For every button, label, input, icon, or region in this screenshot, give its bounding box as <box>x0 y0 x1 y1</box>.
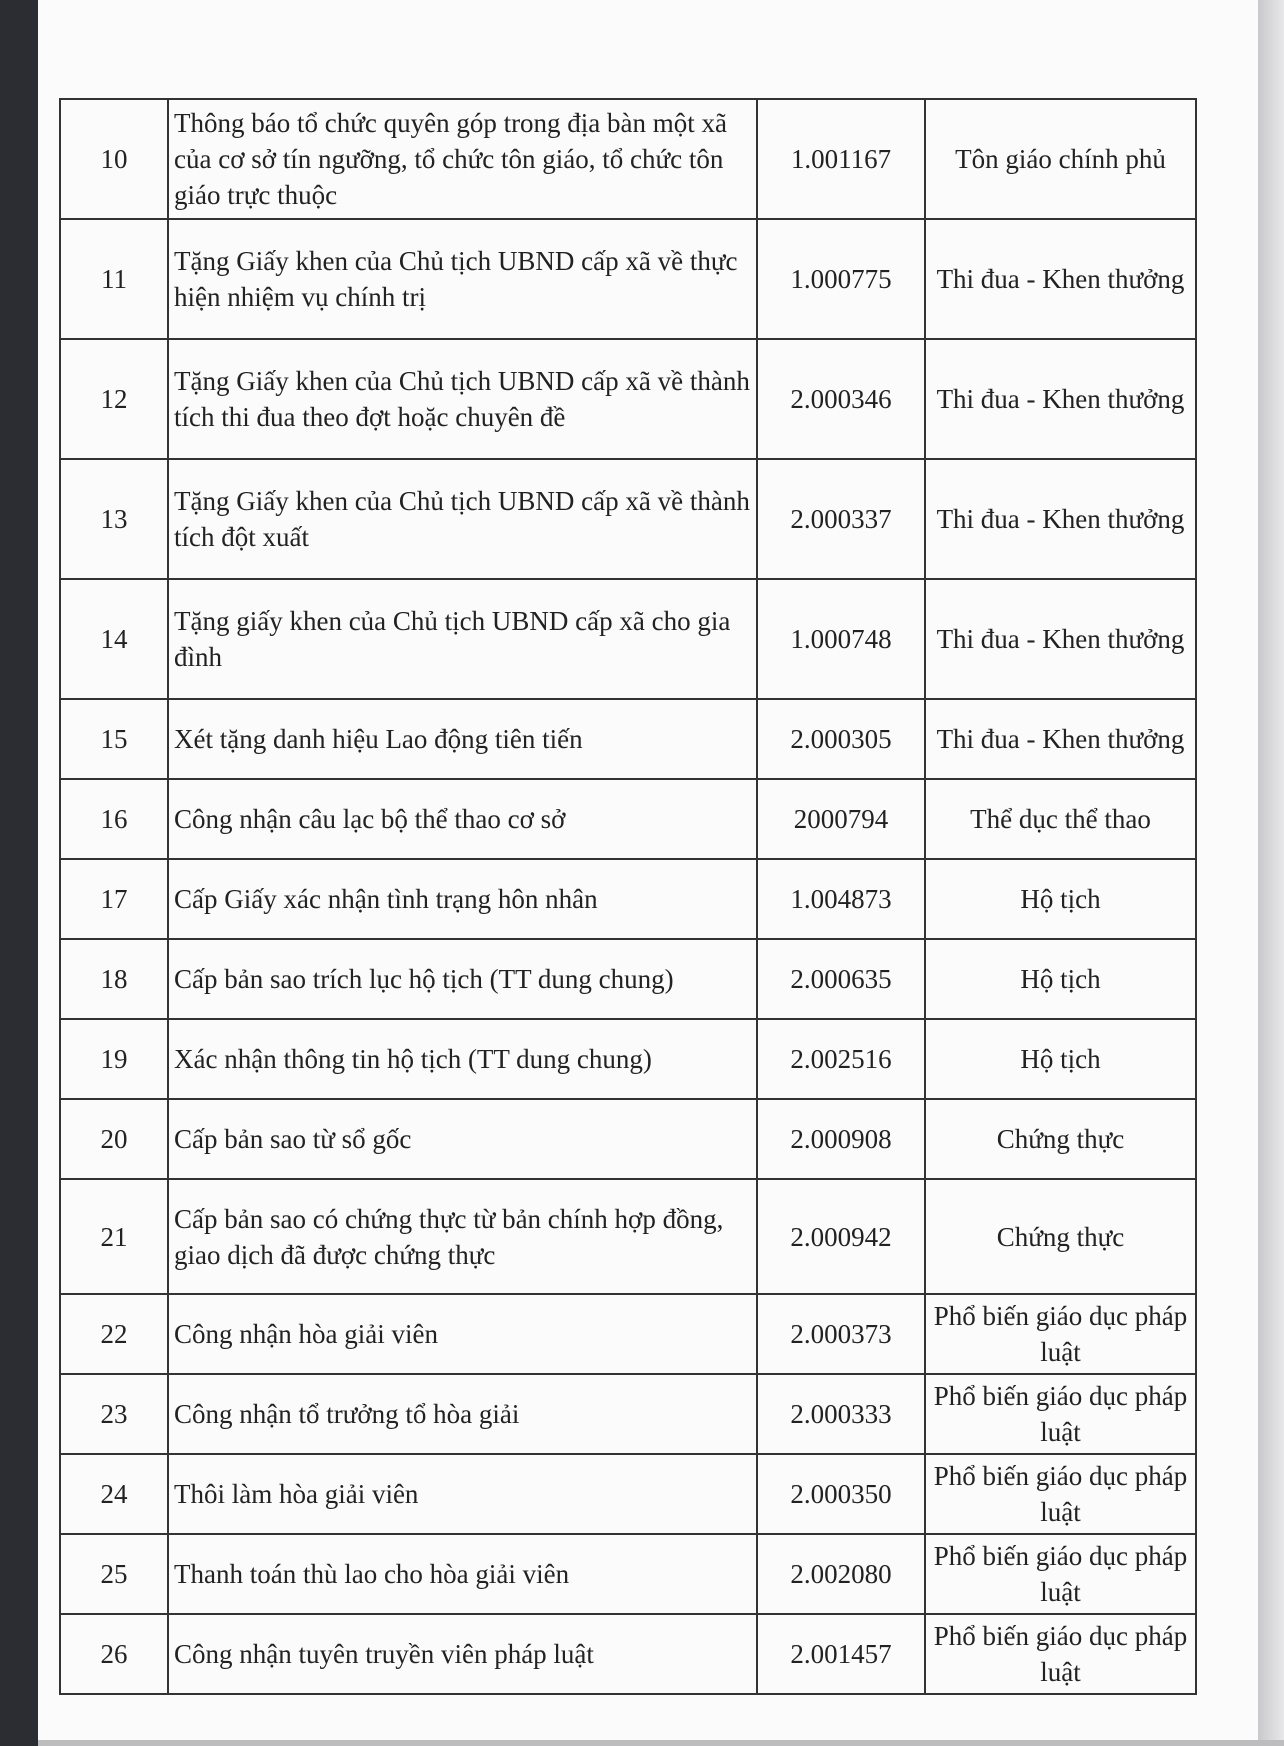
procedure-name: Tặng Giấy khen của Chủ tịch UBND cấp xã về thực hiện nhiệm vụ chính trị <box>168 219 757 339</box>
procedure-field: Phổ biến giáo dục pháp luật <box>925 1454 1196 1534</box>
procedure-code: 2.000305 <box>757 699 925 779</box>
procedure-code: 2.000908 <box>757 1099 925 1179</box>
procedures-table <box>59 98 1197 1695</box>
procedure-name: Cấp Giấy xác nhận tình trạng hôn nhân <box>168 859 757 939</box>
procedure-name: Thông báo tổ chức quyên góp trong địa bàn một xã của cơ sở tín ngưỡng, tổ chức tôn giáo, tổ chức tôn giáo trực thuộc <box>168 99 757 219</box>
procedure-name: Xét tặng danh hiệu Lao động tiên tiến <box>168 699 757 779</box>
procedure-code: 2.000350 <box>757 1454 925 1534</box>
row-number: 26 <box>60 1614 168 1694</box>
procedure-code: 1.000775 <box>757 219 925 339</box>
table-row <box>60 459 1196 579</box>
table-row <box>60 779 1196 859</box>
procedure-field: Thi đua - Khen thưởng <box>925 459 1196 579</box>
procedure-name: Tặng Giấy khen của Chủ tịch UBND cấp xã về thành tích đột xuất <box>168 459 757 579</box>
row-number: 10 <box>60 99 168 219</box>
procedure-name: Cấp bản sao có chứng thực từ bản chính hợp đồng, giao dịch đã được chứng thực <box>168 1179 757 1294</box>
procedure-field: Hộ tịch <box>925 939 1196 1019</box>
row-number: 13 <box>60 459 168 579</box>
procedure-field: Thi đua - Khen thưởng <box>925 579 1196 699</box>
procedure-code: 2.000337 <box>757 459 925 579</box>
procedure-name: Công nhận hòa giải viên <box>168 1294 757 1374</box>
procedure-code: 1.004873 <box>757 859 925 939</box>
procedure-field: Thể dục thể thao <box>925 779 1196 859</box>
procedure-code: 1.001167 <box>757 99 925 219</box>
row-number: 15 <box>60 699 168 779</box>
procedure-field: Tôn giáo chính phủ <box>925 99 1196 219</box>
procedure-code: 2.000942 <box>757 1179 925 1294</box>
procedure-name: Cấp bản sao từ sổ gốc <box>168 1099 757 1179</box>
procedure-code: 2.000333 <box>757 1374 925 1454</box>
procedure-code: 2000794 <box>757 779 925 859</box>
table-row <box>60 1454 1196 1534</box>
table-row <box>60 859 1196 939</box>
table-row <box>60 339 1196 459</box>
table-row <box>60 219 1196 339</box>
table-row <box>60 1179 1196 1294</box>
row-number: 21 <box>60 1179 168 1294</box>
procedure-name: Tặng Giấy khen của Chủ tịch UBND cấp xã về thành tích thi đua theo đợt hoặc chuyên đề <box>168 339 757 459</box>
page-bottom-shadow <box>38 1740 1284 1746</box>
procedure-field: Chứng thực <box>925 1179 1196 1294</box>
row-number: 19 <box>60 1019 168 1099</box>
procedure-name: Công nhận câu lạc bộ thể thao cơ sở <box>168 779 757 859</box>
procedure-code: 2.001457 <box>757 1614 925 1694</box>
row-number: 12 <box>60 339 168 459</box>
procedure-code: 2.000346 <box>757 339 925 459</box>
row-number: 23 <box>60 1374 168 1454</box>
procedure-field: Thi đua - Khen thưởng <box>925 699 1196 779</box>
table-row <box>60 1019 1196 1099</box>
table-row <box>60 1294 1196 1374</box>
table-row <box>60 1099 1196 1179</box>
procedure-name: Cấp bản sao trích lục hộ tịch (TT dung chung) <box>168 939 757 1019</box>
row-number: 16 <box>60 779 168 859</box>
procedure-field: Phổ biến giáo dục pháp luật <box>925 1374 1196 1454</box>
page-edge-shadow <box>1258 0 1284 1746</box>
procedure-name: Tặng giấy khen của Chủ tịch UBND cấp xã cho gia đình <box>168 579 757 699</box>
procedure-code: 2.000373 <box>757 1294 925 1374</box>
row-number: 11 <box>60 219 168 339</box>
procedure-field: Phổ biến giáo dục pháp luật <box>925 1294 1196 1374</box>
row-number: 18 <box>60 939 168 1019</box>
procedure-field: Hộ tịch <box>925 859 1196 939</box>
table-row <box>60 1614 1196 1694</box>
procedure-name: Xác nhận thông tin hộ tịch (TT dung chung) <box>168 1019 757 1099</box>
table-row <box>60 579 1196 699</box>
procedure-field: Phổ biến giáo dục pháp luật <box>925 1614 1196 1694</box>
procedure-field: Hộ tịch <box>925 1019 1196 1099</box>
procedure-code: 2.000635 <box>757 939 925 1019</box>
row-number: 14 <box>60 579 168 699</box>
procedure-name: Công nhận tuyên truyền viên pháp luật <box>168 1614 757 1694</box>
procedure-name: Công nhận tổ trưởng tổ hòa giải <box>168 1374 757 1454</box>
procedure-code: 2.002080 <box>757 1534 925 1614</box>
procedure-name: Thôi làm hòa giải viên <box>168 1454 757 1534</box>
procedure-code: 2.002516 <box>757 1019 925 1099</box>
table-row <box>60 99 1196 219</box>
procedure-field: Chứng thực <box>925 1099 1196 1179</box>
table-row <box>60 1534 1196 1614</box>
procedure-field: Phổ biến giáo dục pháp luật <box>925 1534 1196 1614</box>
row-number: 17 <box>60 859 168 939</box>
row-number: 20 <box>60 1099 168 1179</box>
row-number: 24 <box>60 1454 168 1534</box>
procedure-field: Thi đua - Khen thưởng <box>925 339 1196 459</box>
table-row <box>60 1374 1196 1454</box>
row-number: 25 <box>60 1534 168 1614</box>
row-number: 22 <box>60 1294 168 1374</box>
procedure-code: 1.000748 <box>757 579 925 699</box>
table-row <box>60 699 1196 779</box>
procedure-name: Thanh toán thù lao cho hòa giải viên <box>168 1534 757 1614</box>
procedure-field: Thi đua - Khen thưởng <box>925 219 1196 339</box>
table-row <box>60 939 1196 1019</box>
